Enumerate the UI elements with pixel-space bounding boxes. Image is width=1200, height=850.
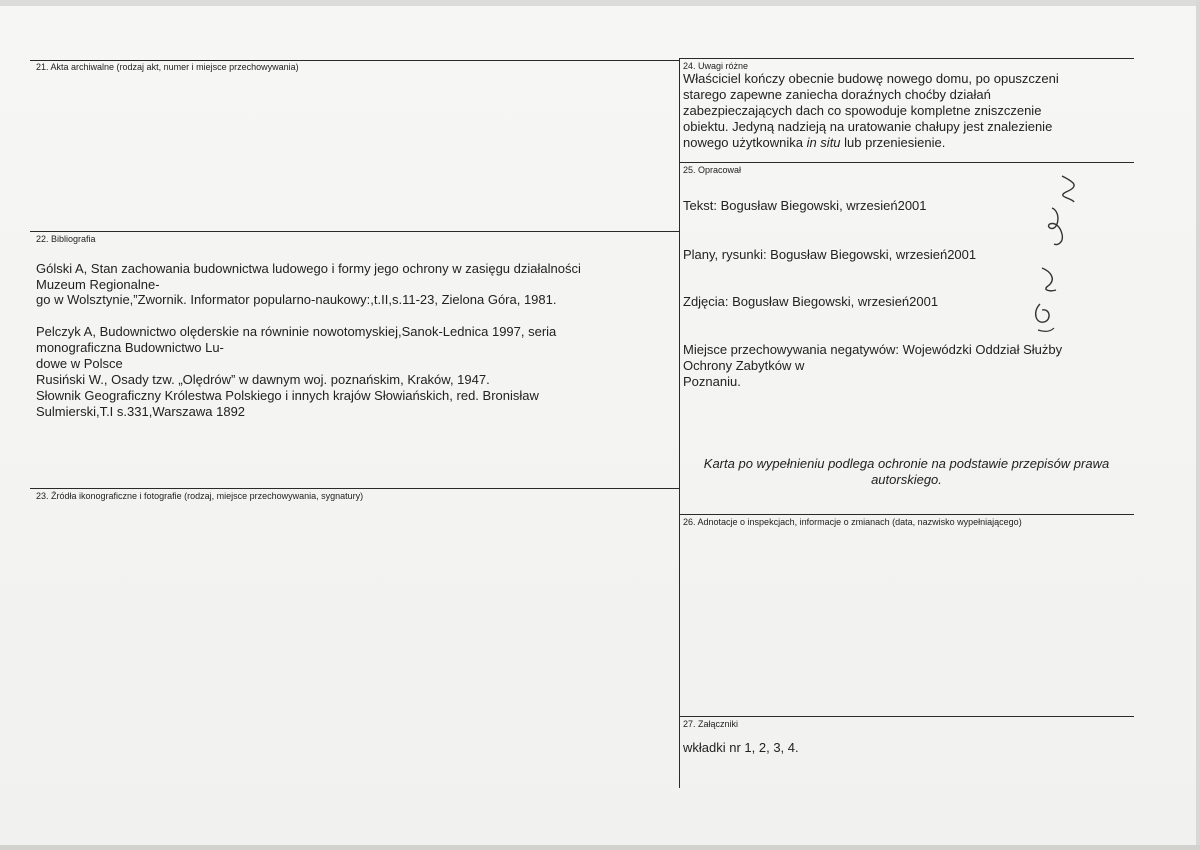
bibliography-line: monograficzna Budownictwo Lu- [36, 340, 224, 355]
negatives-location: Miejsce przechowywania negatywów: Wojewódzki Oddział Służby [683, 342, 1063, 357]
bibliography-line: Słownik Geograficzny Królestwa Polskiego i innych krajów Słowiańskich, red. Bronisław [36, 388, 539, 403]
author-photos-credit: Zdjęcia: Bogusław Biegowski, wrzesień2001 [683, 294, 939, 309]
author-plans-credit: Plany, rysunki: Bogusław Biegowski, wrzesień2001 [683, 247, 977, 262]
remarks-text: nowego użytkownika [683, 135, 807, 150]
remarks-emphasis: in situ [806, 135, 841, 150]
s27-top-rule [679, 716, 1134, 717]
s27-label: 27. Załączniki [683, 719, 739, 729]
bibliography-line: Gólski A, Stan zachowania budownictwa ludowego i formy jego ochrony w zasięgu działalności [36, 261, 581, 276]
remarks-text: lub przeniesienie. [840, 135, 946, 150]
s23-label: 23. Źródła ikonograficzne i fotografie (rodzaj, miejsce przechowywania, sygnatury) [36, 491, 364, 501]
s25-top-rule [679, 162, 1134, 163]
scan-edge-top [0, 0, 1200, 6]
copyright-note: autorskiego. [871, 472, 942, 487]
bibliography-line: Sulmierski,T.I s.331,Warszawa 1892 [36, 404, 246, 419]
bibliography-line: Muzeum Regionalne- [36, 277, 160, 292]
scan-edge-bottom [0, 845, 1200, 850]
bibliography-line: go w Wolsztynie,”Zwornik. Informator popularno-naukowy:,t.II,s.11-23, Zielona Góra, 1981. [36, 292, 557, 307]
remarks-line: zabezpieczających dach co spowoduje kompletne zniszczenie [683, 103, 1042, 118]
handwritten-signature [1022, 172, 1092, 342]
s26-top-rule [679, 514, 1134, 515]
s22-top-rule [30, 231, 679, 232]
s24-top-rule [679, 58, 1134, 59]
author-text-credit: Tekst: Bogusław Biegowski, wrzesień2001 [683, 198, 927, 213]
remarks-line [683, 135, 945, 151]
s24-label: 24. Uwagi różne [683, 61, 749, 71]
s25-label: 25. Opracował [683, 165, 742, 175]
column-divider [679, 58, 680, 788]
s22-label: 22. Bibliografia [36, 234, 96, 244]
scan-edge-right [1196, 0, 1200, 850]
remarks-line: Właściciel kończy obecnie budowę nowego domu, po opuszczeni [683, 71, 1059, 86]
copyright-note: Karta po wypełnieniu podlega ochronie na podstawie przepisów prawa [703, 456, 1110, 471]
s21-label: 21. Akta archiwalne (rodzaj akt, numer i miejsce przechowywania) [36, 62, 299, 72]
attachments-list: wkładki nr 1, 2, 3, 4. [683, 740, 799, 755]
negatives-location: Ochrony Zabytków w [683, 358, 805, 373]
remarks-line: starego zapewne zaniecha doraźnych choćby działań [683, 87, 991, 102]
negatives-location: Poznaniu. [683, 374, 741, 389]
remarks-line: obiektu. Jedyną nadzieją na uratowanie chałupy jest znalezienie [683, 119, 1053, 134]
s23-top-rule [30, 488, 679, 489]
bibliography-line: Pelczyk A, Budownictwo olęderskie na równinie nowotomyskiej,Sanok-Lednica 1997, seria [36, 324, 557, 339]
s26-label: 26. Adnotacje o inspekcjach, informacje o zmianach (data, nazwisko wypełniającego) [683, 517, 1022, 527]
bibliography-line: Rusiński W., Osady tzw. „Olędrów” w dawnym woj. poznańskim, Kraków, 1947. [36, 372, 490, 387]
s21-top-rule [30, 60, 679, 61]
bibliography-line: dowe w Polsce [36, 356, 123, 371]
